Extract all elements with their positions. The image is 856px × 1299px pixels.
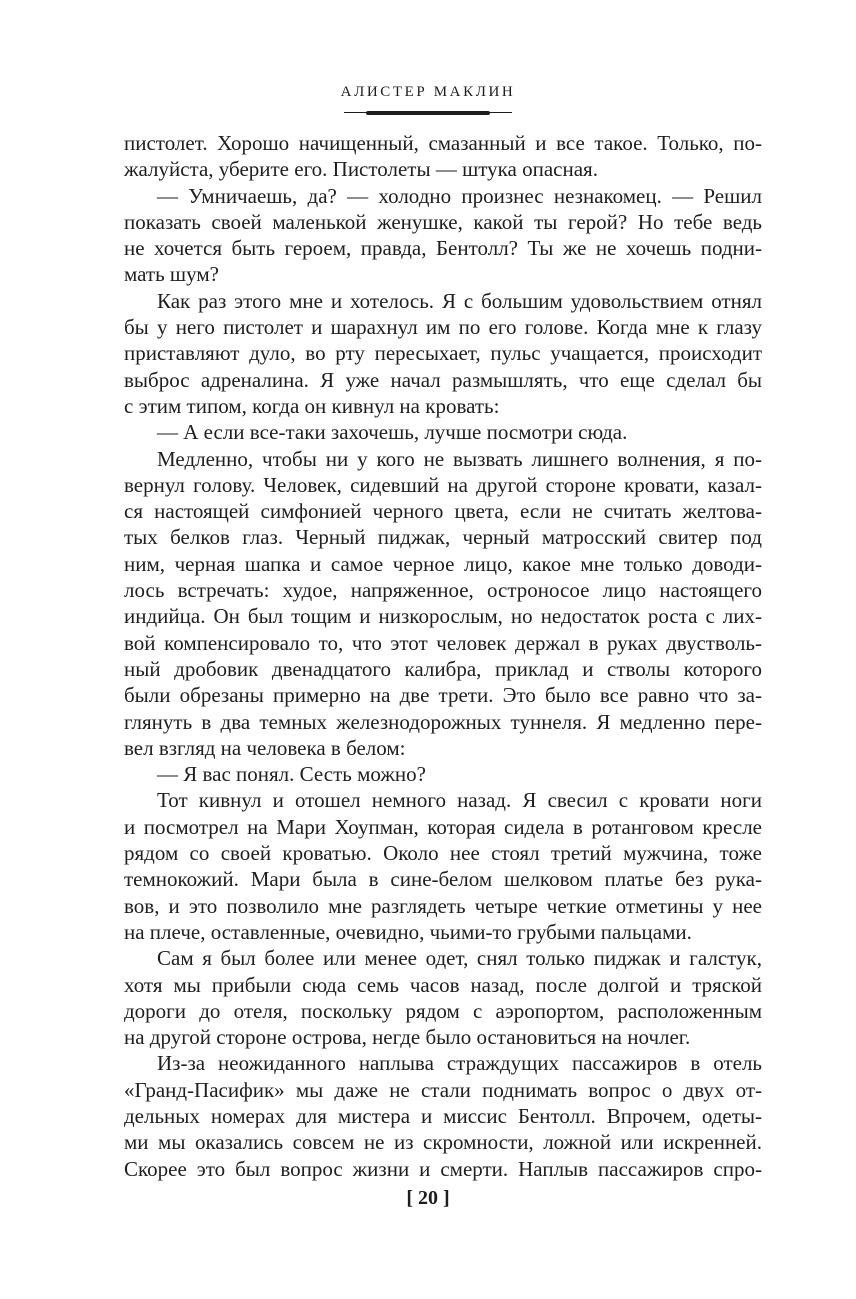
text-line: ним, черная шапка и самое черное лицо, какое мне только доводи-	[124, 551, 762, 576]
text-line: вел взгляд на человека в белом:	[124, 735, 406, 760]
text-line: вой компенсировало то, что этот человек держал в руках двустволь-	[124, 630, 762, 655]
text-line: на другой стороне острова, негде было остановиться на ночлег.	[124, 1025, 691, 1050]
text-line: дельных номерах для мистера и миссис Бентолл. Впрочем, одеты-	[124, 1103, 762, 1128]
header-ornament-rule	[366, 111, 490, 115]
text-line: выброс адреналина. Я уже начал размышлять, что еще сделал бы	[124, 367, 762, 392]
text-line: индийца. Он был тощим и низкорослым, но недостаток роста с лих-	[124, 604, 762, 629]
text-line: рядом со своей кроватью. Около нее стоял третий мужчина, тоже	[124, 841, 762, 866]
text-line: Скорее это был вопрос жизни и смерти. Наплыв пассажиров спро-	[124, 1156, 762, 1181]
text-line: хотя мы прибыли сюда семь часов назад, после долгой и тряской	[124, 972, 762, 997]
text-line: бы у него пистолет и шарахнул им по его голове. Когда мне к глазу	[124, 315, 762, 340]
text-line: были обрезаны примерно на две трети. Это было все равно что за-	[124, 683, 762, 708]
text-line: глянуть в два темных железнодорожных туннеля. Я медленно пере-	[124, 709, 762, 734]
text-line: — Умничаешь, да? — холодно произнес незнакомец. — Решил	[157, 183, 762, 208]
text-line: — Я вас понял. Сесть можно?	[157, 762, 426, 787]
text-line: дороги до отеля, поскольку рядом с аэропортом, расположенным	[124, 998, 762, 1023]
text-line: Тот кивнул и отошел немного назад. Я свесил с кровати ноги	[157, 788, 762, 813]
text-line: вов, и это позволило мне разглядеть четыре четкие отметины у нее	[124, 893, 762, 918]
text-line: темнокожий. Мари была в сине-белом шелковом платье без рука-	[124, 867, 762, 892]
text-line: «Гранд-Пасифик» мы даже не стали поднимать вопрос о двух от-	[124, 1077, 762, 1102]
text-line: — А если все-таки захочешь, лучше посмотри сюда.	[157, 420, 628, 445]
text-line: пистолет. Хорошо начищенный, смазанный и все такое. Только, по-	[124, 131, 762, 155]
text-line: не хочется быть героем, правда, Бентолл? Ты же не хочешь подни-	[124, 236, 762, 261]
text-line: лось встречать: худое, напряженное, остроносое лицо настоящего	[124, 578, 762, 603]
text-line: Как раз этого мне и хотелось. Я с большим удовольствием отнял	[157, 288, 762, 313]
text-line: ный дробовик двенадцатого калибра, приклад и стволы которого	[124, 656, 762, 681]
page-number: [ 20 ]	[406, 1187, 450, 1209]
running-head-author: АЛИСТЕР МАКЛИН	[340, 84, 516, 100]
text-line: Из-за неожиданного наплыва страждущих пассажиров в отель	[157, 1051, 762, 1076]
body-text	[124, 130, 762, 1182]
text-line: приставляют дуло, во рту пересыхает, пульс учащается, происходит	[124, 341, 762, 366]
text-line: Сам я был более или менее одет, снял только пиджак и галстук,	[157, 946, 762, 971]
text-line: ми мы оказались совсем не из скромности, ложной или искренней.	[124, 1130, 762, 1155]
text-line: и посмотрел на Мари Хоупман, которая сидела в ротанговом кресле	[124, 814, 762, 839]
text-line: тых белков глаз. Черный пиджак, черный матросский свитер под	[124, 525, 762, 550]
text-line: мать шум?	[124, 262, 219, 287]
text-line: на плече, оставленные, очевидно, чьими-то грубыми пальцами.	[124, 919, 692, 944]
text-line: вернул голову. Человек, сидевший на другой стороне кровати, казал-	[124, 472, 762, 497]
text-line: жалуйста, уберите его. Пистолеты — штука опасная.	[124, 157, 598, 182]
text-line: ся настоящей симфонией черного цвета, если не считать желтова-	[124, 499, 762, 524]
text-line: показать своей маленькой женушке, какой ты герой? Но тебе ведь	[124, 209, 762, 234]
text-line: с этим типом, когда он кивнул на кровать:	[124, 393, 500, 418]
text-line: Медленно, чтобы ни у кого не вызвать лишнего волнения, я по-	[157, 446, 762, 471]
